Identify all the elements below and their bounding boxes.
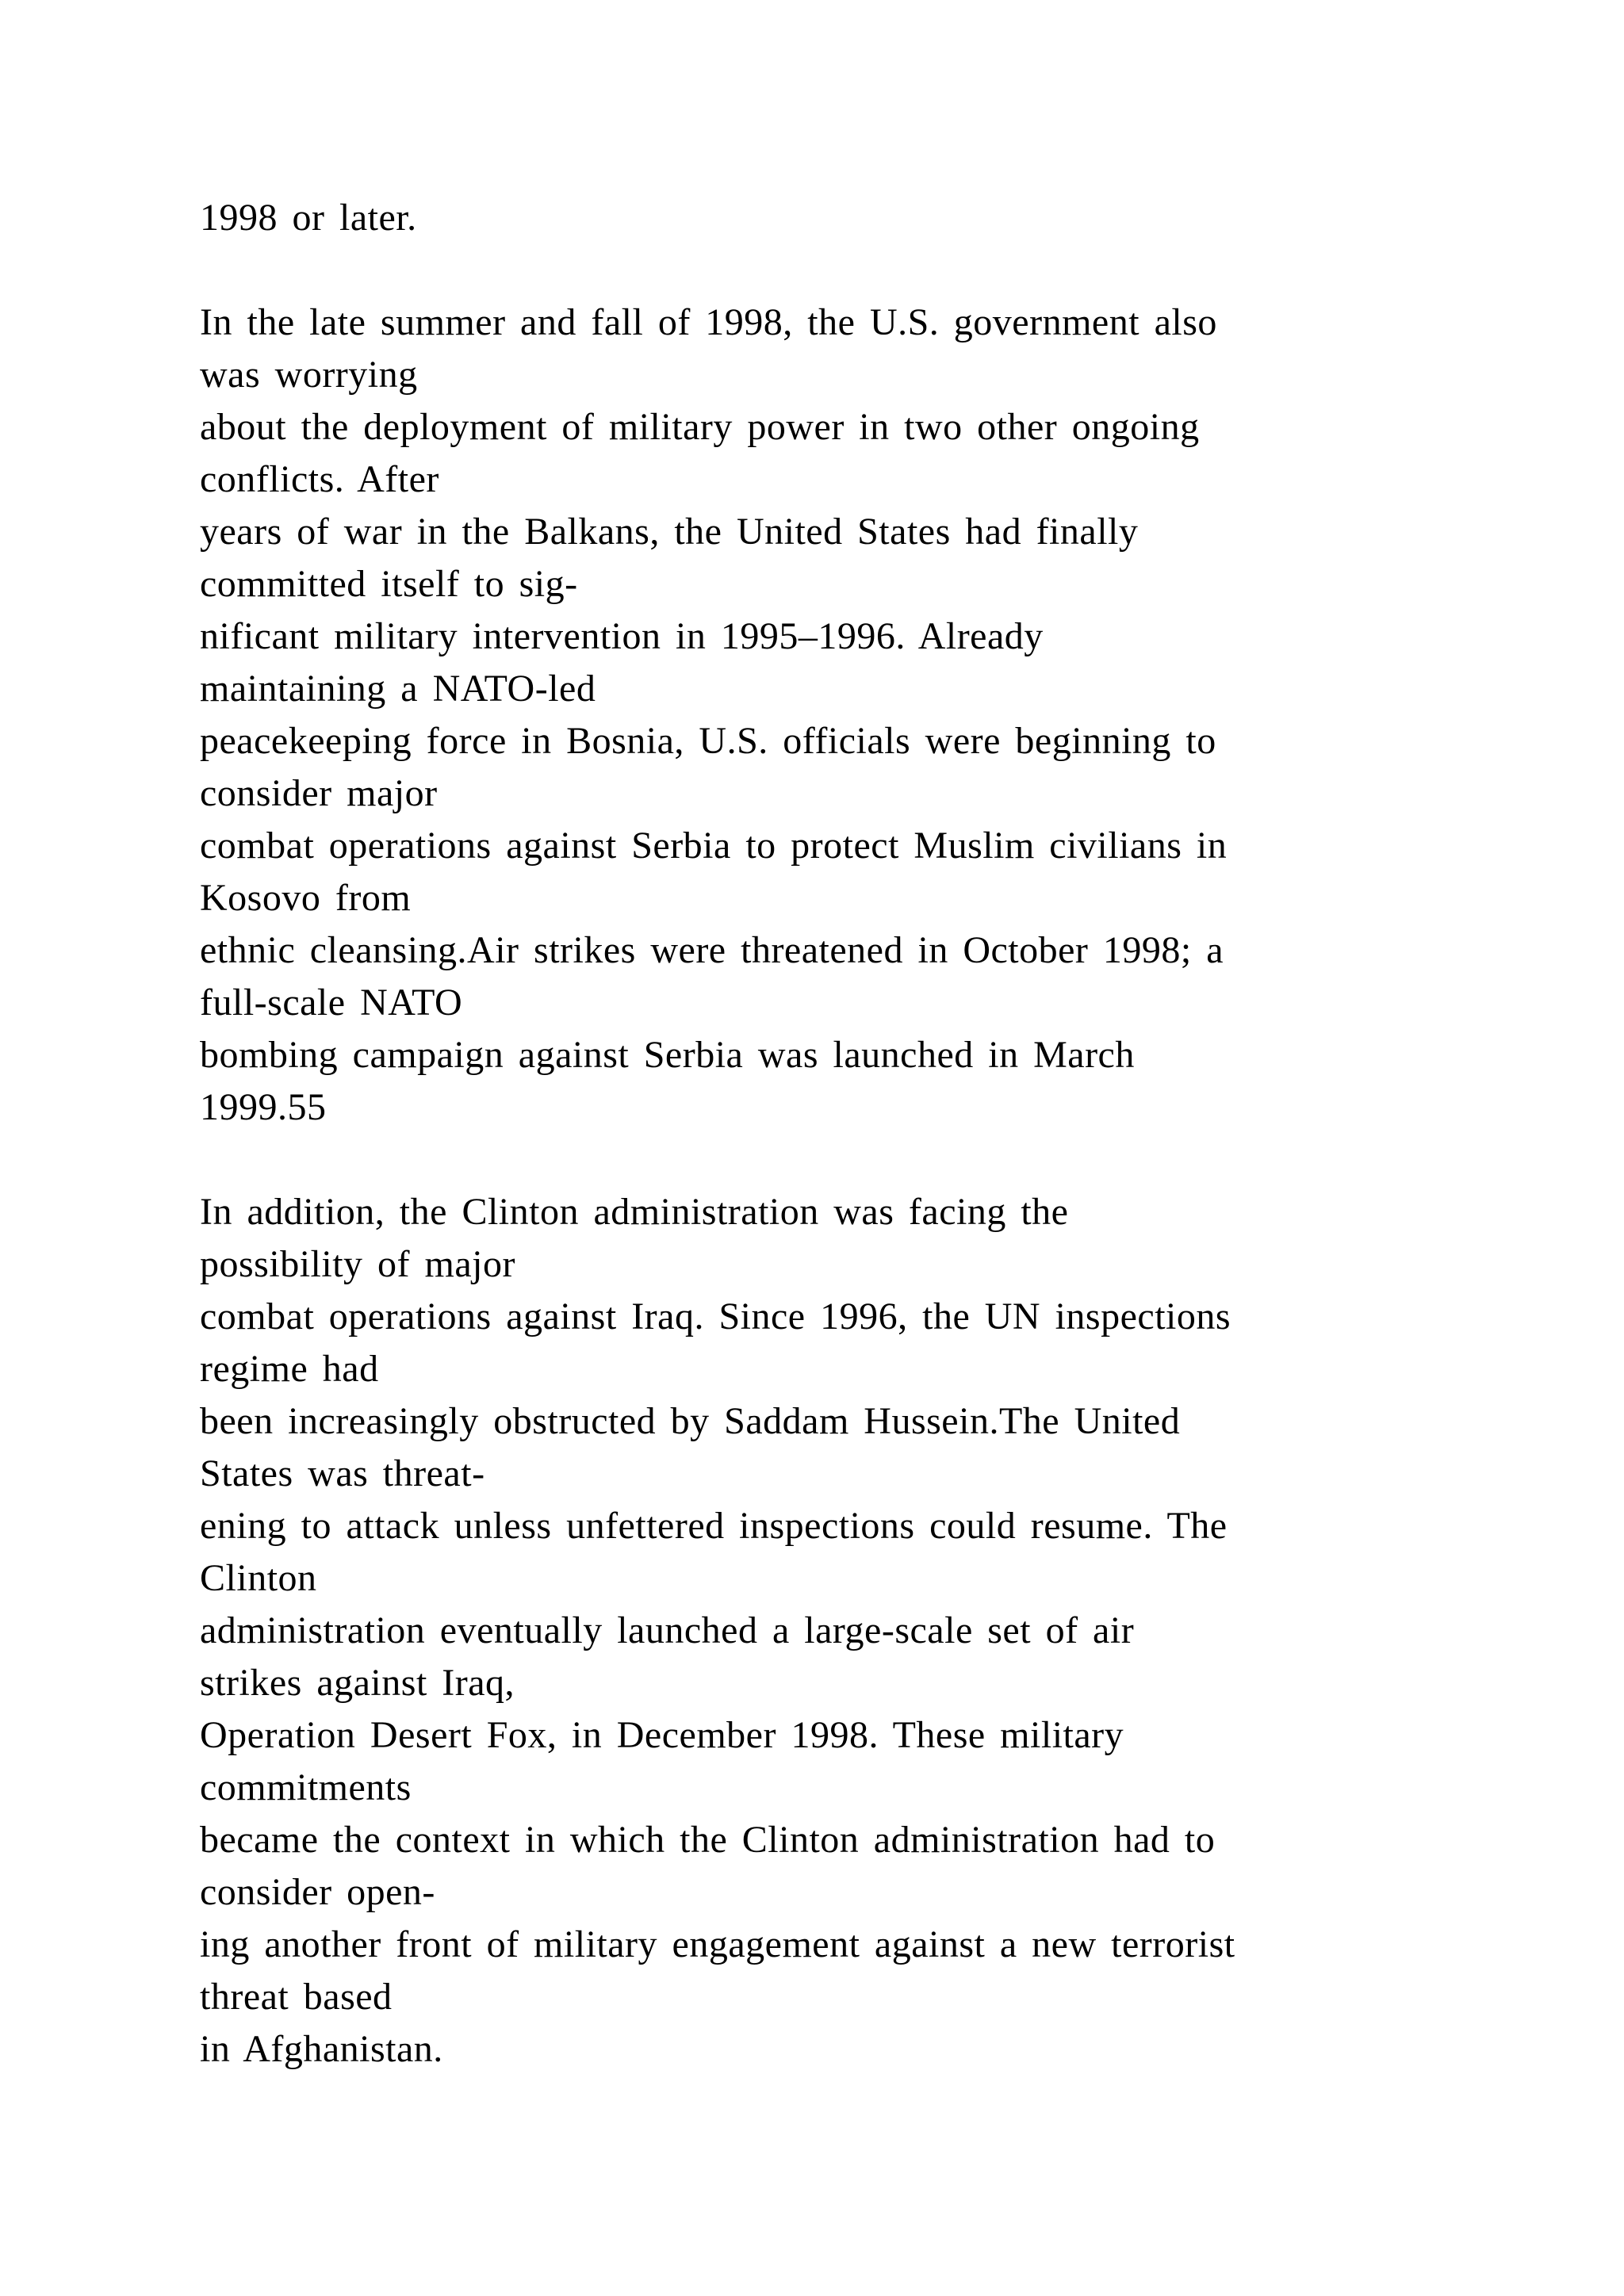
text-line: maintaining a NATO-led — [200, 668, 596, 710]
text-line: combat operations against Iraq. Since 1996, the UN inspections — [200, 1295, 1231, 1337]
body-text — [200, 192, 1469, 2076]
text-line: combat operations against Serbia to protect Muslim civilians in — [200, 825, 1228, 867]
text-line: in Afghanistan. — [200, 2028, 443, 2070]
text-line: In the late summer and fall of 1998, the U.S. government also — [200, 301, 1217, 343]
text-line: was worrying — [200, 354, 418, 396]
text-line: ing another front of military engagement against a new terrorist — [200, 1923, 1235, 1965]
text-line: In addition, the Clinton administration was facing the — [200, 1191, 1069, 1233]
text-line: Kosovo from — [200, 877, 412, 919]
text-line: Operation Desert Fox, in December 1998. These military — [200, 1714, 1124, 1756]
text-line: 1999.55 — [200, 1086, 327, 1128]
text-line: strikes against Iraq, — [200, 1662, 515, 1704]
text-line: peacekeeping force in Bosnia, U.S. officials were beginning to — [200, 720, 1216, 762]
text-line: conflicts. After — [200, 458, 439, 500]
text-line: ening to attack unless unfettered inspections could resume. The — [200, 1505, 1228, 1547]
text-line: consider open- — [200, 1871, 435, 1913]
text-line: been increasingly obstructed by Saddam Hussein.The United — [200, 1400, 1181, 1442]
text-line: nificant military intervention in 1995–1996. Already — [200, 615, 1044, 657]
text-line: about the deployment of military power in two other ongoing — [200, 406, 1200, 448]
text-line: committed itself to sig- — [200, 563, 578, 605]
paragraph-gap — [200, 1134, 1469, 1186]
text-line: years of war in the Balkans, the United States had finally — [200, 511, 1139, 553]
text-line: regime had — [200, 1348, 379, 1390]
text-line: became the context in which the Clinton administration had to — [200, 1819, 1216, 1861]
text-line: full-scale NATO — [200, 982, 463, 1024]
text-line: ethnic cleansing.Air strikes were threatened in October 1998; a — [200, 929, 1224, 971]
text-line: consider major — [200, 772, 438, 814]
paragraph-gap — [200, 244, 1469, 297]
text-line: bombing campaign against Serbia was launched in March — [200, 1034, 1135, 1076]
text-line: 1998 or later. — [200, 197, 417, 239]
text-line: States was threat- — [200, 1452, 485, 1494]
text-line: commitments — [200, 1766, 412, 1808]
text-line: possibility of major — [200, 1243, 515, 1285]
text-line: threat based — [200, 1976, 393, 2018]
text-line: administration eventually launched a large-scale set of air — [200, 1609, 1135, 1651]
text-line: Clinton — [200, 1557, 317, 1599]
